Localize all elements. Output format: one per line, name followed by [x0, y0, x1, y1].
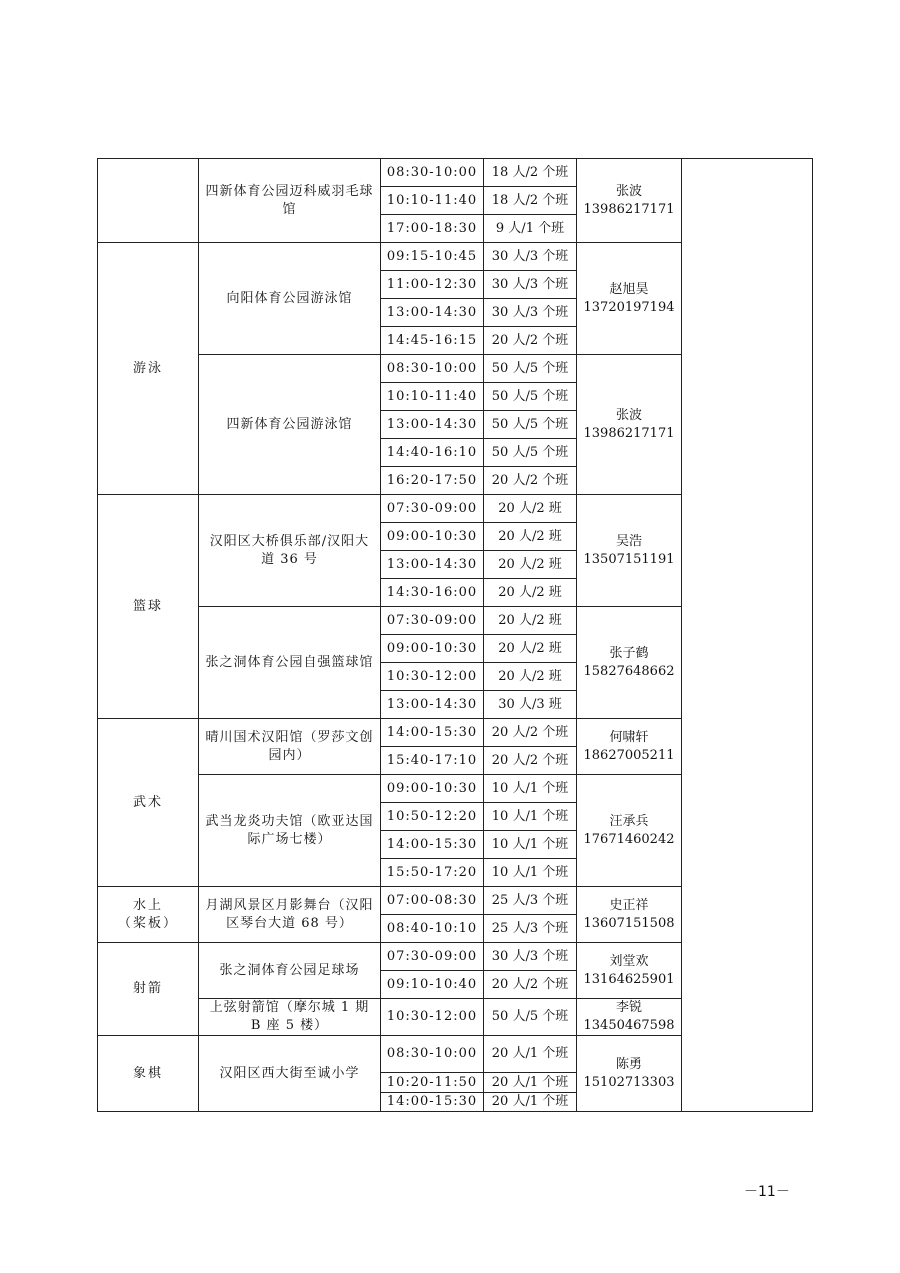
- time-cell: 14:40-16:10: [381, 439, 484, 467]
- capacity-cell: 50 人/5 个班: [484, 355, 577, 383]
- time-cell: 08:30-10:00: [381, 355, 484, 383]
- time-cell: 14:00-15:30: [381, 719, 484, 747]
- capacity-cell: 50 人/5 个班: [484, 999, 577, 1036]
- capacity-cell: 10 人/1 个班: [484, 803, 577, 831]
- capacity-cell: 20 人/2 个班: [484, 719, 577, 747]
- time-cell: 08:30-10:00: [381, 1036, 484, 1073]
- capacity-cell: 18 人/2 个班: [484, 187, 577, 215]
- capacity-cell: 20 人/2 个班: [484, 327, 577, 355]
- sport-cell: 篮球: [98, 495, 199, 719]
- time-cell: 07:00-08:30: [381, 887, 484, 915]
- time-cell: 07:30-09:00: [381, 495, 484, 523]
- capacity-cell: 30 人/3 个班: [484, 299, 577, 327]
- capacity-cell: 20 人/2 班: [484, 523, 577, 551]
- time-cell: 09:00-10:30: [381, 775, 484, 803]
- contact-cell: 张波 13986217171: [577, 159, 682, 243]
- contact-cell: 张子鹤 15827648662: [577, 607, 682, 719]
- venue-cell: 汉阳区大桥俱乐部/汉阳大道 36 号: [199, 495, 381, 607]
- time-cell: 13:00-14:30: [381, 551, 484, 579]
- time-cell: 10:10-11:40: [381, 383, 484, 411]
- capacity-cell: 30 人/3 个班: [484, 271, 577, 299]
- sport-cell: 武术: [98, 719, 199, 887]
- time-cell: 16:20-17:50: [381, 467, 484, 495]
- capacity-cell: 50 人/5 个班: [484, 411, 577, 439]
- remarks-cell: [682, 159, 813, 1112]
- capacity-cell: 25 人/3 个班: [484, 887, 577, 915]
- venue-cell: 月湖风景区月影舞台（汉阳区琴台大道 68 号）: [199, 887, 381, 943]
- sport-cell: 水上 （桨板）: [98, 887, 199, 943]
- sport-cell: 象棋: [98, 1036, 199, 1112]
- time-cell: 10:30-12:00: [381, 663, 484, 691]
- venue-cell: 上弦射箭馆（摩尔城 1 期 B 座 5 楼）: [199, 999, 381, 1036]
- capacity-cell: 50 人/5 个班: [484, 383, 577, 411]
- venue-cell: 向阳体育公园游泳馆: [199, 243, 381, 355]
- time-cell: 07:30-09:00: [381, 943, 484, 971]
- capacity-cell: 20 人/2 班: [484, 551, 577, 579]
- venue-cell: 武当龙炎功夫馆（欧亚达国际广场七楼）: [199, 775, 381, 887]
- time-cell: 13:00-14:30: [381, 299, 484, 327]
- time-cell: 09:10-10:40: [381, 971, 484, 999]
- venue-cell: 汉阳区西大街至诚小学: [199, 1036, 381, 1112]
- capacity-cell: 50 人/5 个班: [484, 439, 577, 467]
- capacity-cell: 30 人/3 个班: [484, 943, 577, 971]
- contact-cell: 张波 13986217171: [577, 355, 682, 495]
- time-cell: 15:40-17:10: [381, 747, 484, 775]
- time-cell: 09:15-10:45: [381, 243, 484, 271]
- time-cell: 08:30-10:00: [381, 159, 484, 187]
- contact-cell: 汪承兵 17671460242: [577, 775, 682, 887]
- table-row: [98, 159, 813, 187]
- time-cell: 10:10-11:40: [381, 187, 484, 215]
- contact-cell: 陈勇 15102713303: [577, 1036, 682, 1112]
- time-cell: 17:00-18:30: [381, 215, 484, 243]
- contact-cell: 史正祥 13607151508: [577, 887, 682, 943]
- time-cell: 10:50-12:20: [381, 803, 484, 831]
- capacity-cell: 20 人/2 个班: [484, 971, 577, 999]
- capacity-cell: 20 人/2 个班: [484, 467, 577, 495]
- contact-cell: 何啸轩 18627005211: [577, 719, 682, 775]
- schedule-table: [97, 158, 813, 1112]
- capacity-cell: 10 人/1 个班: [484, 859, 577, 887]
- contact-cell: 刘堂欢 13164625901: [577, 943, 682, 999]
- capacity-cell: 20 人/2 班: [484, 635, 577, 663]
- contact-cell: 赵旭昊 13720197194: [577, 243, 682, 355]
- capacity-cell: 20 人/1 个班: [484, 1093, 577, 1112]
- time-cell: 13:00-14:30: [381, 411, 484, 439]
- capacity-cell: 20 人/2 班: [484, 579, 577, 607]
- capacity-cell: 20 人/2 班: [484, 663, 577, 691]
- capacity-cell: 18 人/2 个班: [484, 159, 577, 187]
- time-cell: 14:45-16:15: [381, 327, 484, 355]
- venue-cell: 四新体育公园迈科威羽毛球馆: [199, 159, 381, 243]
- capacity-cell: 20 人/2 个班: [484, 747, 577, 775]
- time-cell: 10:20-11:50: [381, 1073, 484, 1093]
- time-cell: 11:00-12:30: [381, 271, 484, 299]
- time-cell: 13:00-14:30: [381, 691, 484, 719]
- time-cell: 07:30-09:00: [381, 607, 484, 635]
- capacity-cell: 20 人/2 班: [484, 607, 577, 635]
- sport-cell: 游泳: [98, 243, 199, 495]
- contact-cell: 李锐 13450467598: [577, 999, 682, 1036]
- sport-cell: 射箭: [98, 943, 199, 1036]
- time-cell: 09:00-10:30: [381, 635, 484, 663]
- capacity-cell: 10 人/1 个班: [484, 775, 577, 803]
- capacity-cell: 9 人/1 个班: [484, 215, 577, 243]
- sport-cell: [98, 159, 199, 243]
- time-cell: 14:00-15:30: [381, 1093, 484, 1112]
- venue-cell: 晴川国术汉阳馆（罗莎文创园内）: [199, 719, 381, 775]
- capacity-cell: 10 人/1 个班: [484, 831, 577, 859]
- schedule-table-body: [98, 159, 813, 1112]
- capacity-cell: 30 人/3 班: [484, 691, 577, 719]
- time-cell: 10:30-12:00: [381, 999, 484, 1036]
- capacity-cell: 25 人/3 个班: [484, 915, 577, 943]
- capacity-cell: 20 人/1 个班: [484, 1073, 577, 1093]
- capacity-cell: 20 人/1 个班: [484, 1036, 577, 1073]
- page-number: －11－: [744, 1184, 790, 1200]
- venue-cell: 张之洞体育公园足球场: [199, 943, 381, 999]
- venue-cell: 四新体育公园游泳馆: [199, 355, 381, 495]
- contact-cell: 吴浩 13507151191: [577, 495, 682, 607]
- capacity-cell: 30 人/3 个班: [484, 243, 577, 271]
- time-cell: 08:40-10:10: [381, 915, 484, 943]
- time-cell: 15:50-17:20: [381, 859, 484, 887]
- time-cell: 14:00-15:30: [381, 831, 484, 859]
- capacity-cell: 20 人/2 班: [484, 495, 577, 523]
- time-cell: 09:00-10:30: [381, 523, 484, 551]
- time-cell: 14:30-16:00: [381, 579, 484, 607]
- venue-cell: 张之洞体育公园自强篮球馆: [199, 607, 381, 719]
